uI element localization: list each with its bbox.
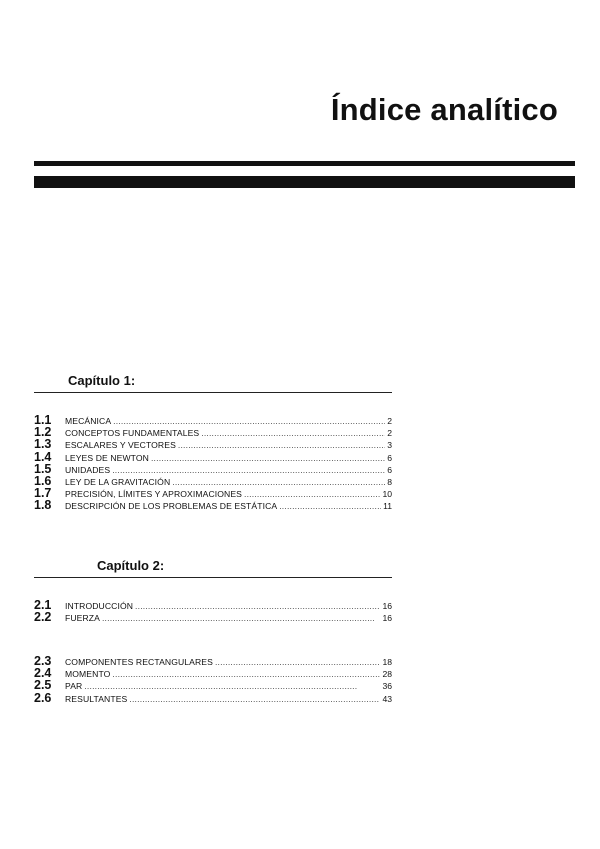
toc-dot-leader [172, 476, 385, 488]
toc-entry-number: 2.4 [34, 666, 52, 681]
chapter-2-rule [34, 577, 392, 578]
toc-entry-title: COMPONENTES RECTANGULARES [65, 657, 213, 667]
toc-entry [34, 611, 392, 623]
header-rule-thick [34, 176, 575, 188]
toc-entry-number: 1.7 [34, 486, 52, 501]
toc-entry [34, 451, 392, 463]
toc-entry-number: 1.6 [34, 473, 52, 488]
toc-entry-number: 2.6 [34, 690, 52, 705]
toc-entry-title: DESCRIPCIÓN DE LOS PROBLEMAS DE ESTÁTICA [65, 501, 278, 512]
toc-entry-number: 1.2 [34, 425, 52, 440]
toc-entry-number: 1.5 [34, 461, 52, 476]
toc-dot-leader [151, 452, 385, 464]
toc-dot-leader [135, 600, 380, 612]
toc-entry-title: ESCALARES Y VECTORES [65, 440, 176, 451]
chapter-2-toc-part-2 [34, 655, 392, 704]
toc-dot-leader [112, 464, 385, 476]
toc-entry [34, 599, 392, 611]
toc-entry [34, 414, 392, 426]
toc-dot-leader [102, 612, 380, 624]
toc-entry-title: UNIDADES [65, 464, 111, 475]
chapter-1-rule [34, 392, 392, 393]
toc-dot-leader [279, 500, 381, 512]
toc-entry-page: 10 [382, 489, 392, 500]
toc-entry [34, 487, 392, 499]
toc-entry-page: 2 [387, 428, 392, 439]
toc-dot-leader [112, 668, 380, 680]
chapter-2-heading: Capítulo 2: [97, 558, 165, 573]
toc-entry-title: INTRODUCCIÓN [65, 601, 134, 611]
toc-entry [34, 463, 392, 475]
toc-entry-title: LEYES DE NEWTON [65, 452, 149, 463]
toc-entry [34, 475, 392, 487]
chapter-2-toc-part-1 [34, 599, 392, 623]
toc-dot-leader [113, 415, 385, 427]
toc-dot-leader [84, 680, 380, 692]
toc-entry [34, 679, 392, 691]
toc-dot-leader [201, 427, 385, 439]
toc-entry-title: FUERZA [65, 613, 100, 624]
toc-entry-page: 36 [382, 681, 392, 692]
toc-entry-number: 1.8 [34, 498, 52, 513]
toc-dot-leader [178, 439, 385, 451]
toc-dot-leader [215, 656, 380, 668]
toc-entry-page: 16 [382, 613, 392, 624]
toc-entry-page: 8 [387, 476, 392, 487]
toc-entry-title: LEY DE LA GRAVITACIÓN [65, 476, 171, 487]
toc-entry [34, 426, 392, 438]
toc-entry-title: MECÁNICA [65, 416, 112, 426]
toc-entry [34, 499, 392, 511]
toc-entry-page: 11 [383, 501, 392, 512]
toc-entry [34, 692, 392, 704]
toc-entry-page: 3 [387, 440, 392, 451]
chapter-1-heading: Capítulo 1: [68, 373, 136, 388]
toc-entry [34, 438, 392, 450]
toc-entry-page: 43 [382, 693, 392, 704]
toc-entry-number: 1.4 [34, 449, 52, 464]
toc-entry-page: 16 [382, 601, 392, 611]
header-rule-thin [34, 161, 575, 166]
toc-dot-leader [129, 693, 380, 705]
toc-entry-title: CONCEPTOS FUNDAMENTALES [65, 428, 200, 439]
toc-entry-number: 2.1 [34, 598, 52, 612]
toc-entry-number: 2.5 [34, 678, 52, 693]
toc-dot-leader [244, 488, 380, 500]
toc-entry-number: 1.3 [34, 437, 52, 452]
page-title: Índice analítico [330, 92, 558, 127]
toc-entry [34, 667, 392, 679]
toc-entry-number: 2.3 [34, 654, 52, 668]
toc-entry-page: 6 [387, 464, 392, 475]
toc-entry-page: 2 [387, 416, 392, 426]
toc-entry-number: 1.1 [34, 413, 52, 427]
toc-entry-page: 28 [382, 669, 392, 680]
toc-entry-page: 6 [387, 452, 392, 463]
toc-entry-page: 18 [382, 657, 392, 667]
toc-entry-title: RESULTANTES [65, 693, 128, 704]
toc-entry-title: PAR [65, 681, 83, 692]
toc-entry-title: MOMENTO [65, 669, 111, 680]
chapter-1-toc [34, 414, 392, 512]
toc-entry-title: PRECISIÓN, LÍMITES Y APROXIMACIONES [65, 489, 243, 500]
toc-entry-number: 2.2 [34, 610, 52, 625]
toc-entry [34, 655, 392, 667]
